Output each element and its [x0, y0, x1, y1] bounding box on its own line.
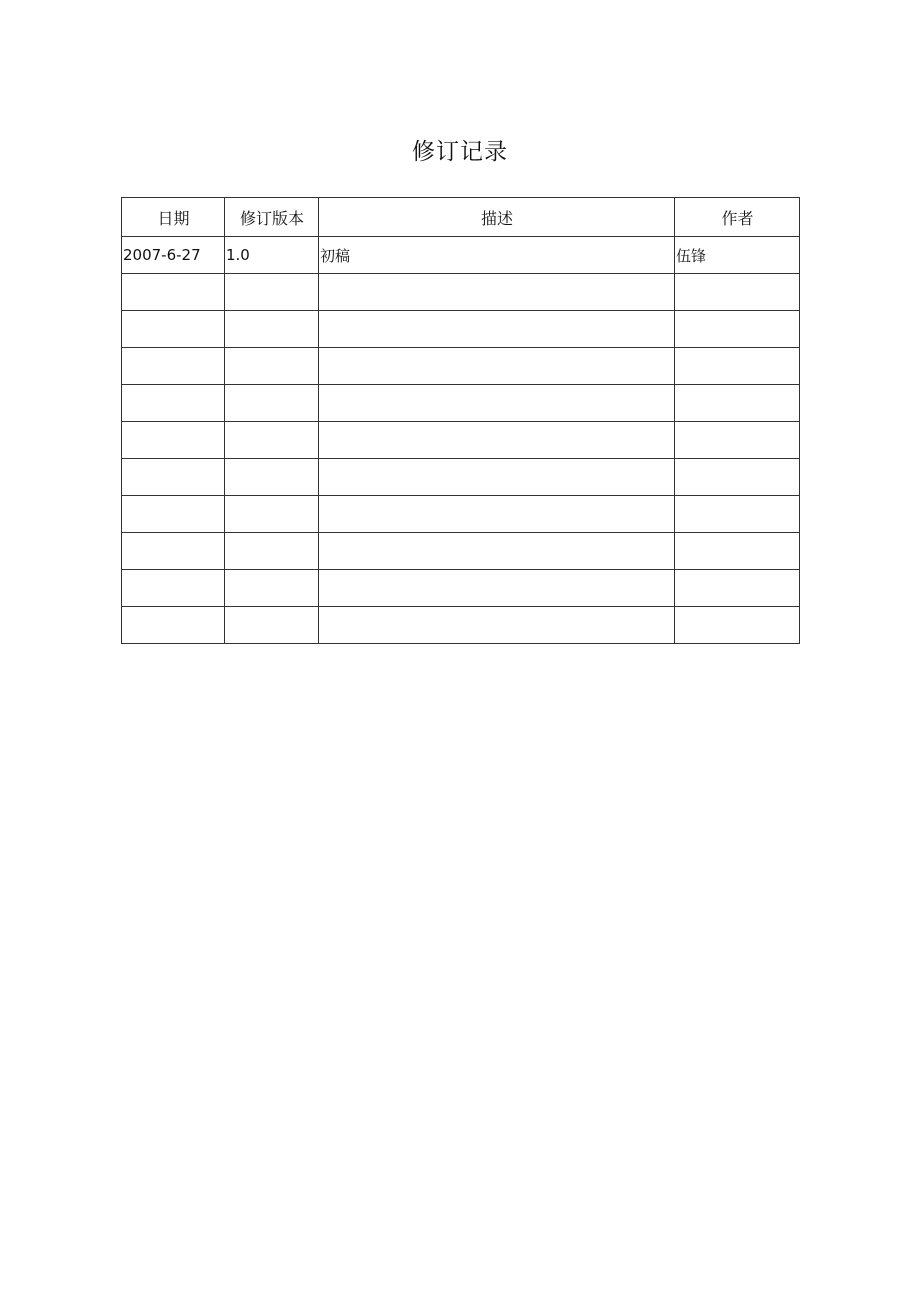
header-description: 描述 — [319, 198, 675, 237]
table-row — [122, 237, 800, 274]
table-row — [122, 533, 800, 570]
cell-date — [122, 533, 225, 570]
cell-version — [225, 385, 319, 422]
cell-description — [319, 311, 675, 348]
table-row — [122, 385, 800, 422]
cell-author — [675, 274, 800, 311]
cell-description — [319, 274, 675, 311]
cell-description — [319, 348, 675, 385]
cell-date — [122, 422, 225, 459]
header-version: 修订版本 — [225, 198, 319, 237]
cell-author — [675, 385, 800, 422]
cell-date — [122, 274, 225, 311]
cell-description — [319, 459, 675, 496]
cell-description — [319, 496, 675, 533]
revision-table — [121, 197, 800, 644]
table-row — [122, 607, 800, 644]
table-row — [122, 570, 800, 607]
cell-version — [225, 348, 319, 385]
table-row — [122, 311, 800, 348]
cell-description — [319, 607, 675, 644]
page-title: 修订记录 — [412, 139, 508, 165]
cell-date — [122, 311, 225, 348]
cell-date — [122, 385, 225, 422]
cell-date — [122, 496, 225, 533]
cell-author — [675, 496, 800, 533]
table-row — [122, 274, 800, 311]
table-row — [122, 459, 800, 496]
table-row — [122, 422, 800, 459]
cell-version — [225, 533, 319, 570]
cell-version: 1.0 — [225, 237, 319, 274]
cell-date — [122, 459, 225, 496]
cell-author: 伍锋 — [675, 237, 800, 274]
cell-date — [122, 607, 225, 644]
cell-version — [225, 496, 319, 533]
cell-author — [675, 533, 800, 570]
cell-version — [225, 422, 319, 459]
cell-version — [225, 459, 319, 496]
cell-date — [122, 348, 225, 385]
cell-date: 2007-6-27 — [122, 237, 225, 274]
cell-version — [225, 570, 319, 607]
table-row — [122, 496, 800, 533]
cell-description: 初稿 — [319, 237, 675, 274]
cell-author — [675, 422, 800, 459]
cell-version — [225, 311, 319, 348]
cell-author — [675, 570, 800, 607]
header-date: 日期 — [122, 198, 225, 237]
table-row — [122, 348, 800, 385]
cell-author — [675, 607, 800, 644]
header-row — [122, 198, 800, 237]
cell-description — [319, 570, 675, 607]
cell-description — [319, 422, 675, 459]
cell-description — [319, 385, 675, 422]
cell-author — [675, 348, 800, 385]
cell-version — [225, 607, 319, 644]
cell-date — [122, 570, 225, 607]
header-author: 作者 — [675, 198, 800, 237]
cell-description — [319, 533, 675, 570]
cell-version — [225, 274, 319, 311]
cell-author — [675, 459, 800, 496]
cell-author — [675, 311, 800, 348]
